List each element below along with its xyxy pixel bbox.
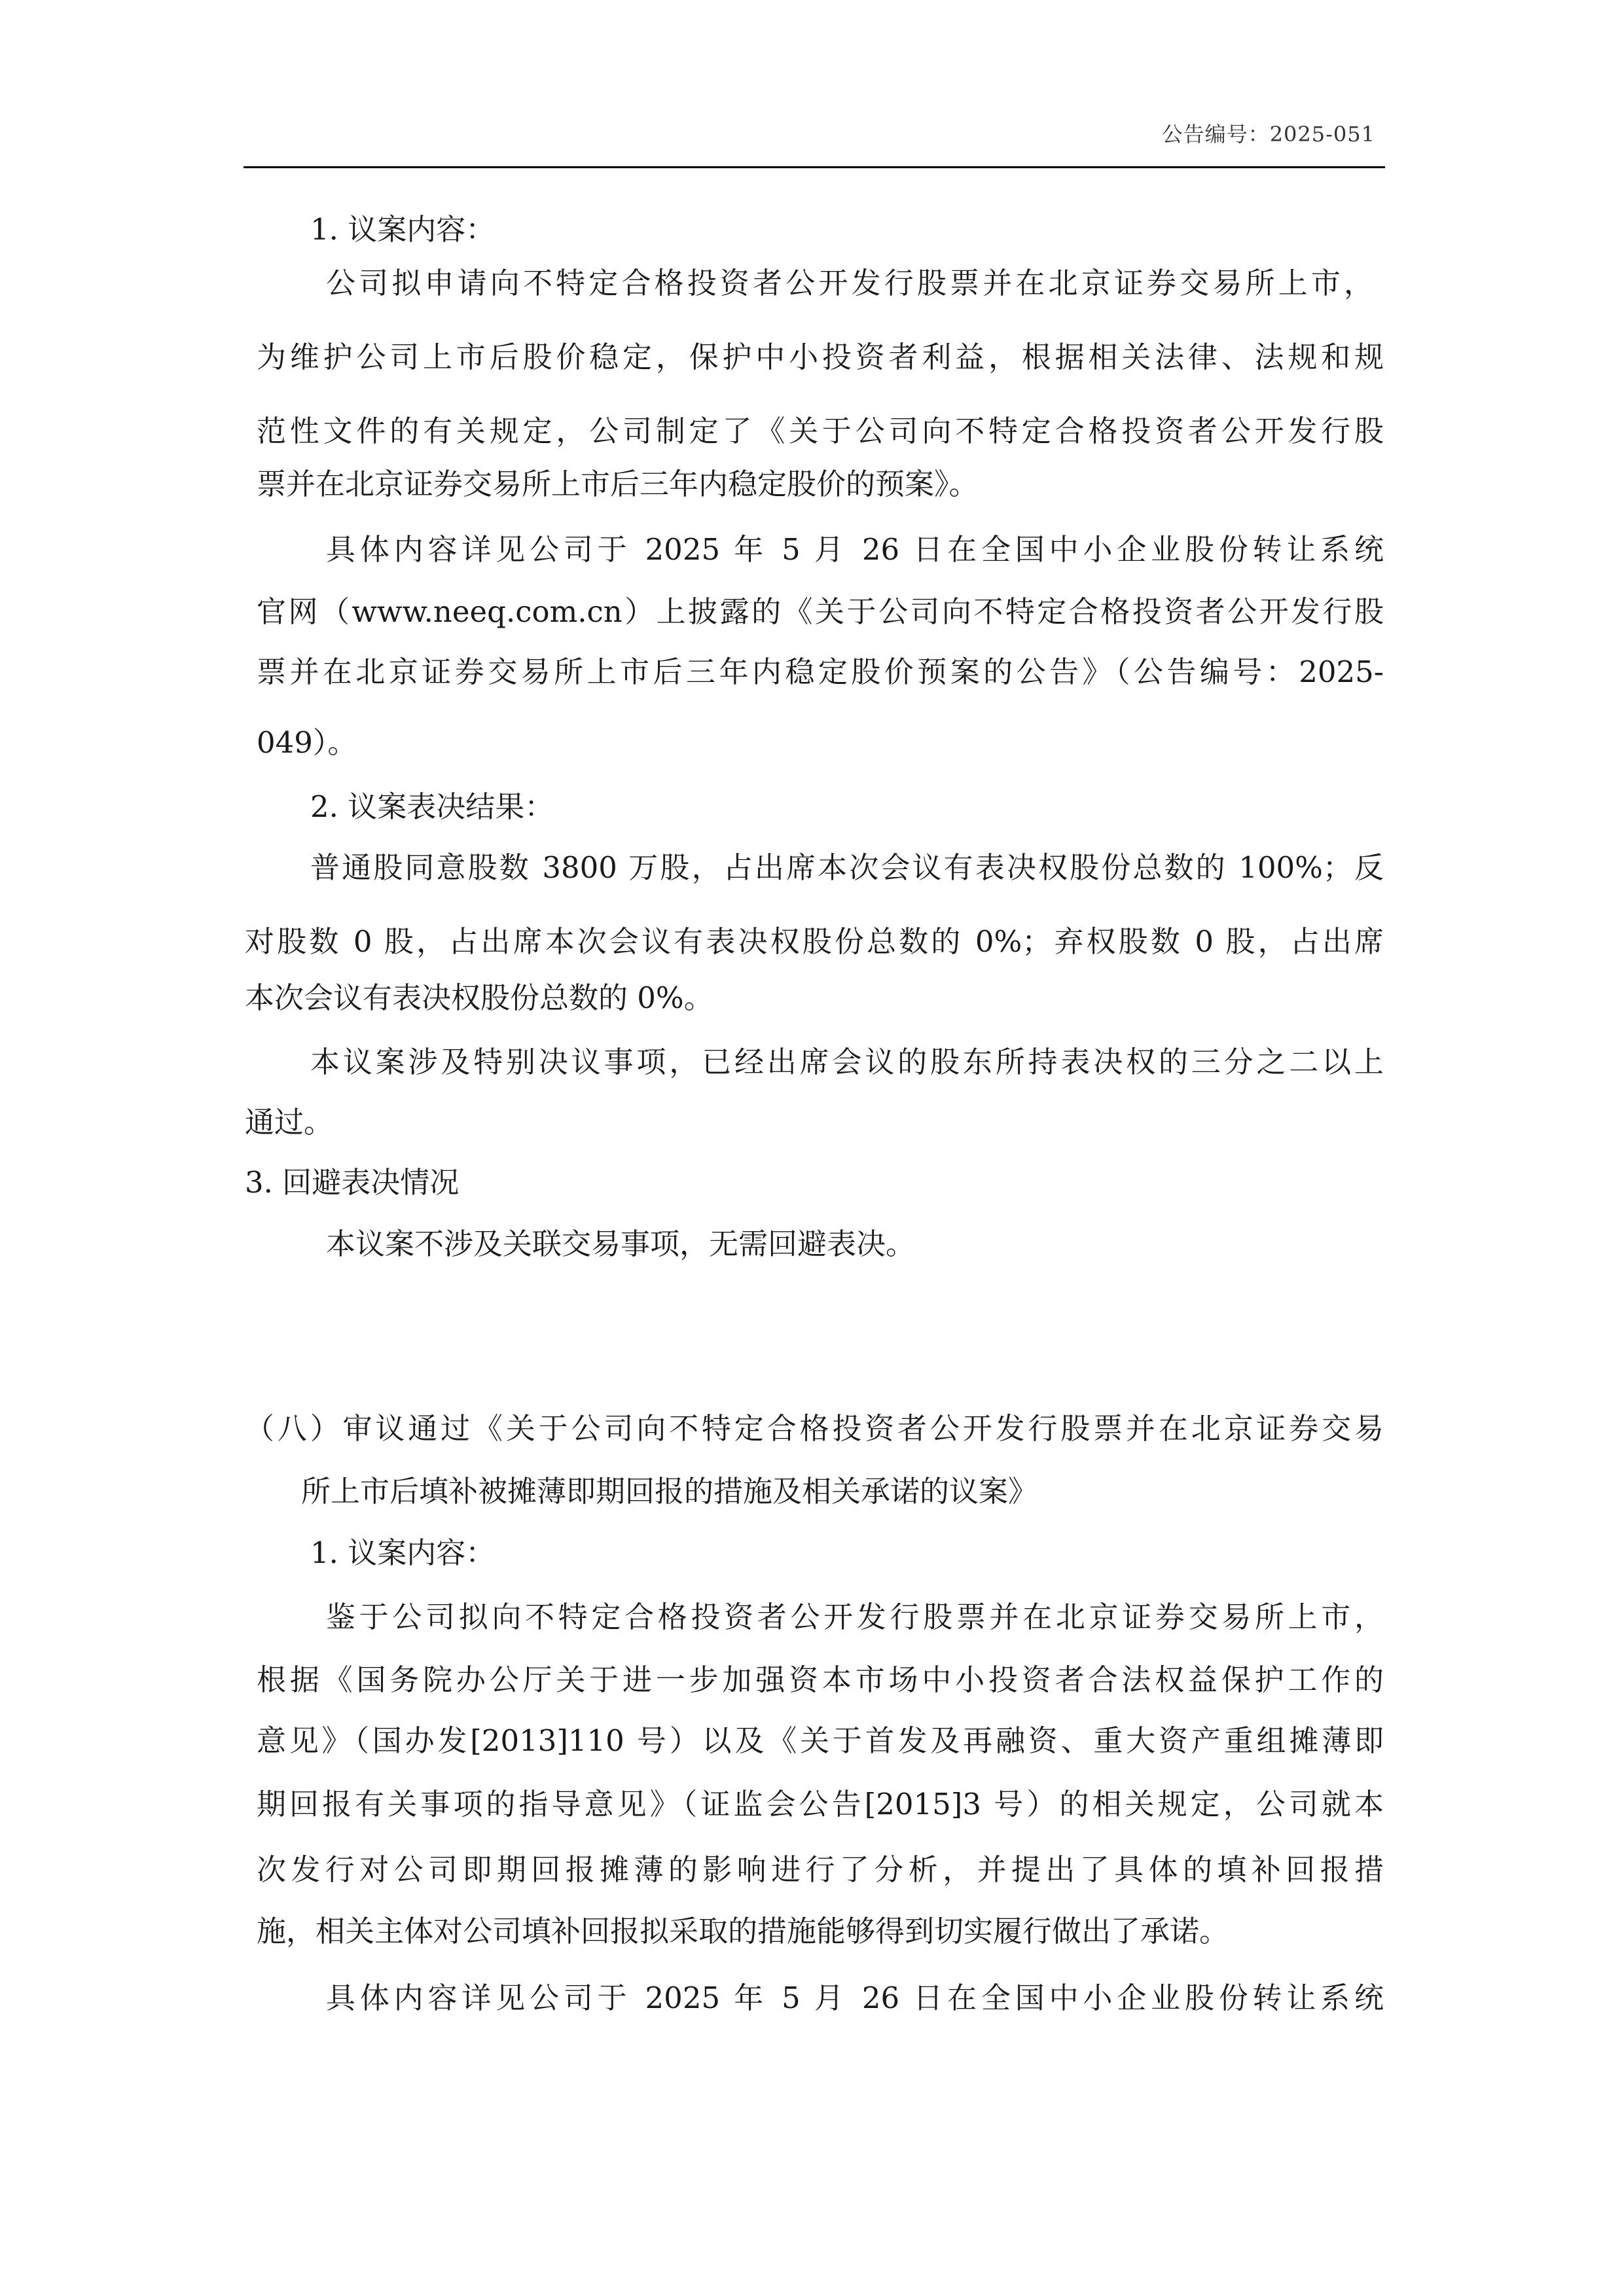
item1-para-line: 鉴于公司拟向不特定合格投资者公开发行股票并在北京证券交易所上市， [326, 1600, 1384, 1634]
item1-para-line: 期回报有关事项的指导意见》（证监会公告[2015]3 号）的相关规定，公司就本 [257, 1787, 1384, 1821]
announcement-code: 公告编号：2025-051 [1161, 122, 1375, 147]
item1-para-line: 公司拟申请向不特定合格投资者公开发行股票并在北京证券交易所上市， [326, 266, 1373, 300]
header-divider [244, 166, 1385, 168]
item2-result-line: 对股数 0 股，占出席本次会议有表决权股份总数的 0%；弃权股数 0 股，占出席 [245, 924, 1384, 959]
item1-detail-line: 票并在北京证券交易所上市后三年内稳定股价预案的公告》（公告编号：2025- [257, 655, 1384, 689]
item3-text: 本议案不涉及关联交易事项，无需回避表决。 [326, 1227, 916, 1261]
item1-para-line: 票并在北京证券交易所上市后三年内稳定股价的预案》。 [257, 467, 979, 501]
item2-special-line: 通过。 [245, 1105, 334, 1139]
item2-heading: 2. 议案表决结果： [310, 789, 554, 824]
section-title-line: （八）审议通过《关于公司向不特定合格投资者公开发行股票并在北京证券交易 [245, 1411, 1384, 1446]
item2-result-line: 普通股同意股数 3800 万股，占出席本次会议有表决权股份总数的 100%；反 [310, 850, 1384, 885]
item1-heading: 1. 议案内容： [310, 212, 496, 247]
item2-special-line: 本议案涉及特别决议事项，已经出席会议的股东所持表决权的三分之二以上 [310, 1045, 1384, 1079]
item3-heading: 3. 回避表决情况 [245, 1165, 460, 1200]
section-title-line: 所上市后填补被摊薄即期回报的措施及相关承诺的议案》 [301, 1474, 1038, 1509]
item1-detail-line: 官网（www.neeq.com.cn）上披露的《关于公司向不特定合格投资者公开发行股 [257, 594, 1384, 629]
item1-para-line: 次发行对公司即期回报摊薄的影响进行了分析，并提出了具体的填补回报措 [257, 1852, 1384, 1887]
item1-heading: 1. 议案内容： [310, 1535, 496, 1570]
item1-para-line: 施，相关主体对公司填补回报拟采取的措施能够得到切实履行做出了承诺。 [257, 1914, 1229, 1948]
item1-para-line: 意见》（国办发[2013]110 号）以及《关于首发及再融资、重大资产重组摊薄即 [257, 1723, 1384, 1758]
item1-para-line: 为维护公司上市后股价稳定，保护中小投资者利益，根据相关法律、法规和规 [257, 340, 1384, 374]
item1-detail-line: 具体内容详见公司于 2025 年 5 月 26 日在全国中小企业股份转让系统 [326, 532, 1384, 567]
item1-para-line: 根据《国务院办公厅关于进一步加强资本市场中小投资者合法权益保护工作的 [257, 1662, 1384, 1697]
item1-detail-line: 具体内容详见公司于 2025 年 5 月 26 日在全国中小企业股份转让系统 [326, 1981, 1384, 2015]
item1-detail-line: 049）。 [257, 725, 357, 760]
item2-result-line: 本次会议有表决权股份总数的 0%。 [245, 980, 713, 1015]
item1-para-line: 范性文件的有关规定，公司制定了《关于公司向不特定合格投资者公开发行股 [257, 414, 1384, 448]
